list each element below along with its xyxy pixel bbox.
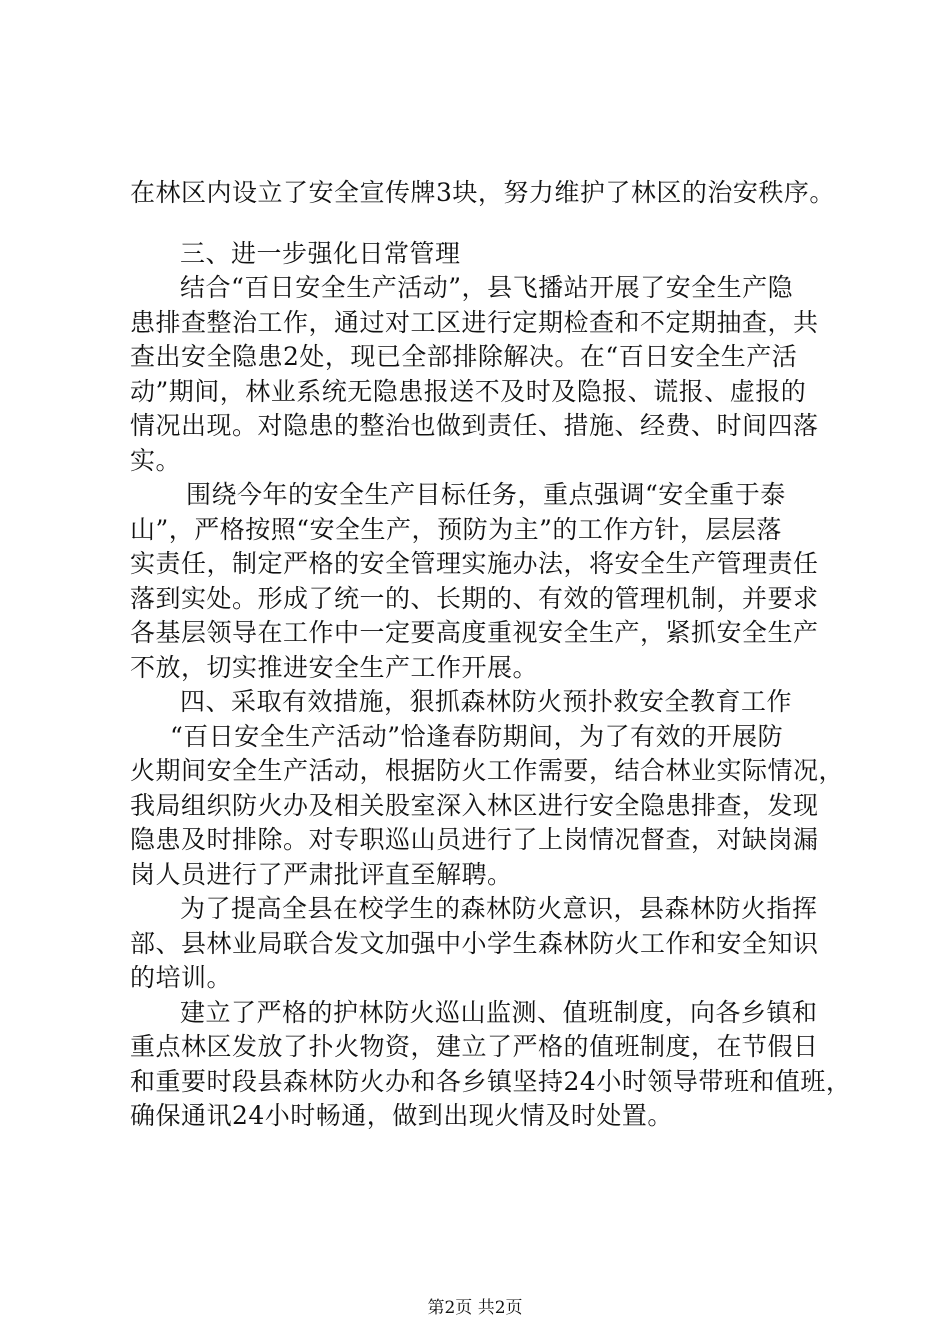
text-line: 情况出现。对隐患的整治也做到责任、措施、经费、时间四落 [130, 411, 819, 440]
section-heading-4: 四、采取有效措施，狠抓森林防火预扑救安全教育工作 [180, 687, 793, 716]
text-line: 在林区内设立了安全宣传牌3块，努力维护了林区的治安秩序。 [130, 178, 835, 207]
text-line: 各基层领导在工作中一定要高度重视安全生产，紧抓安全生产 [130, 618, 819, 647]
document-body [130, 176, 852, 1134]
text-line: 和重要时段县森林防火办和各乡镇坚持24小时领导带班和值班， [130, 1066, 852, 1096]
text-line: 围绕今年的安全生产目标任务，重点强调“安全重于泰 [186, 480, 786, 509]
section-heading-3: 三、进一步强化日常管理 [180, 238, 461, 268]
text-line: 实责任，制定严格的安全管理实施办法，将安全生产管理责任 [130, 549, 819, 578]
text-line: 火期间安全生产活动，根据防火工作需要，结合林业实际情况， [130, 756, 845, 785]
text-line: 为了提高全县在校学生的森林防火意识，县森林防火指挥 [180, 894, 818, 923]
paragraph-gap [130, 211, 830, 237]
text-line: “百日安全生产活动”恰逢春防期间，为了有效的开展防 [170, 721, 784, 751]
text-line: 落到实处。形成了统一的、长期的、有效的管理机制，并要求 [130, 583, 819, 613]
text-line: 山”，严格按照“安全生产，预防为主”的工作方针，层层落 [130, 514, 782, 544]
text-line: 建立了严格的护林防火巡山监测、值班制度，向各乡镇和 [180, 997, 818, 1027]
text-line: 结合“百日安全生产活动”，县飞播站开展了安全生产隐 [180, 273, 794, 302]
page-number-label: 第2页 共2页 [427, 1298, 523, 1318]
text-line: 查出安全隐患2处，现已全部排除解决。在“百日安全生产活 [130, 342, 798, 371]
text-line: 患排查整治工作，通过对工区进行定期检查和不定期抽查，共 [130, 307, 819, 337]
text-line: 重点林区发放了扑火物资，建立了严格的值班制度，在节假日 [130, 1032, 819, 1061]
text-line: 确保通讯24小时畅通，做到出现火情及时处置。 [130, 1101, 673, 1130]
text-line: 部、县林业局联合发文加强中小学生森林防火工作和安全知识 [130, 928, 819, 958]
text-line: 实。 [130, 445, 182, 475]
text-line: 隐患及时排除。对专职巡山员进行了上岗情况督查，对缺岗漏 [130, 825, 819, 854]
text-line: 岗人员进行了严肃批评直至解聘。 [130, 859, 513, 889]
page-footer [0, 1297, 950, 1319]
text-line: 我局组织防火办及相关股室深入林区进行安全隐患排查，发现 [130, 790, 819, 820]
text-line: 动”期间，林业系统无隐患报送不及时及隐报、谎报、虚报的 [130, 376, 807, 406]
text-line: 不放，切实推进安全生产工作开展。 [130, 652, 539, 682]
text-line: 的培训。 [130, 963, 233, 992]
